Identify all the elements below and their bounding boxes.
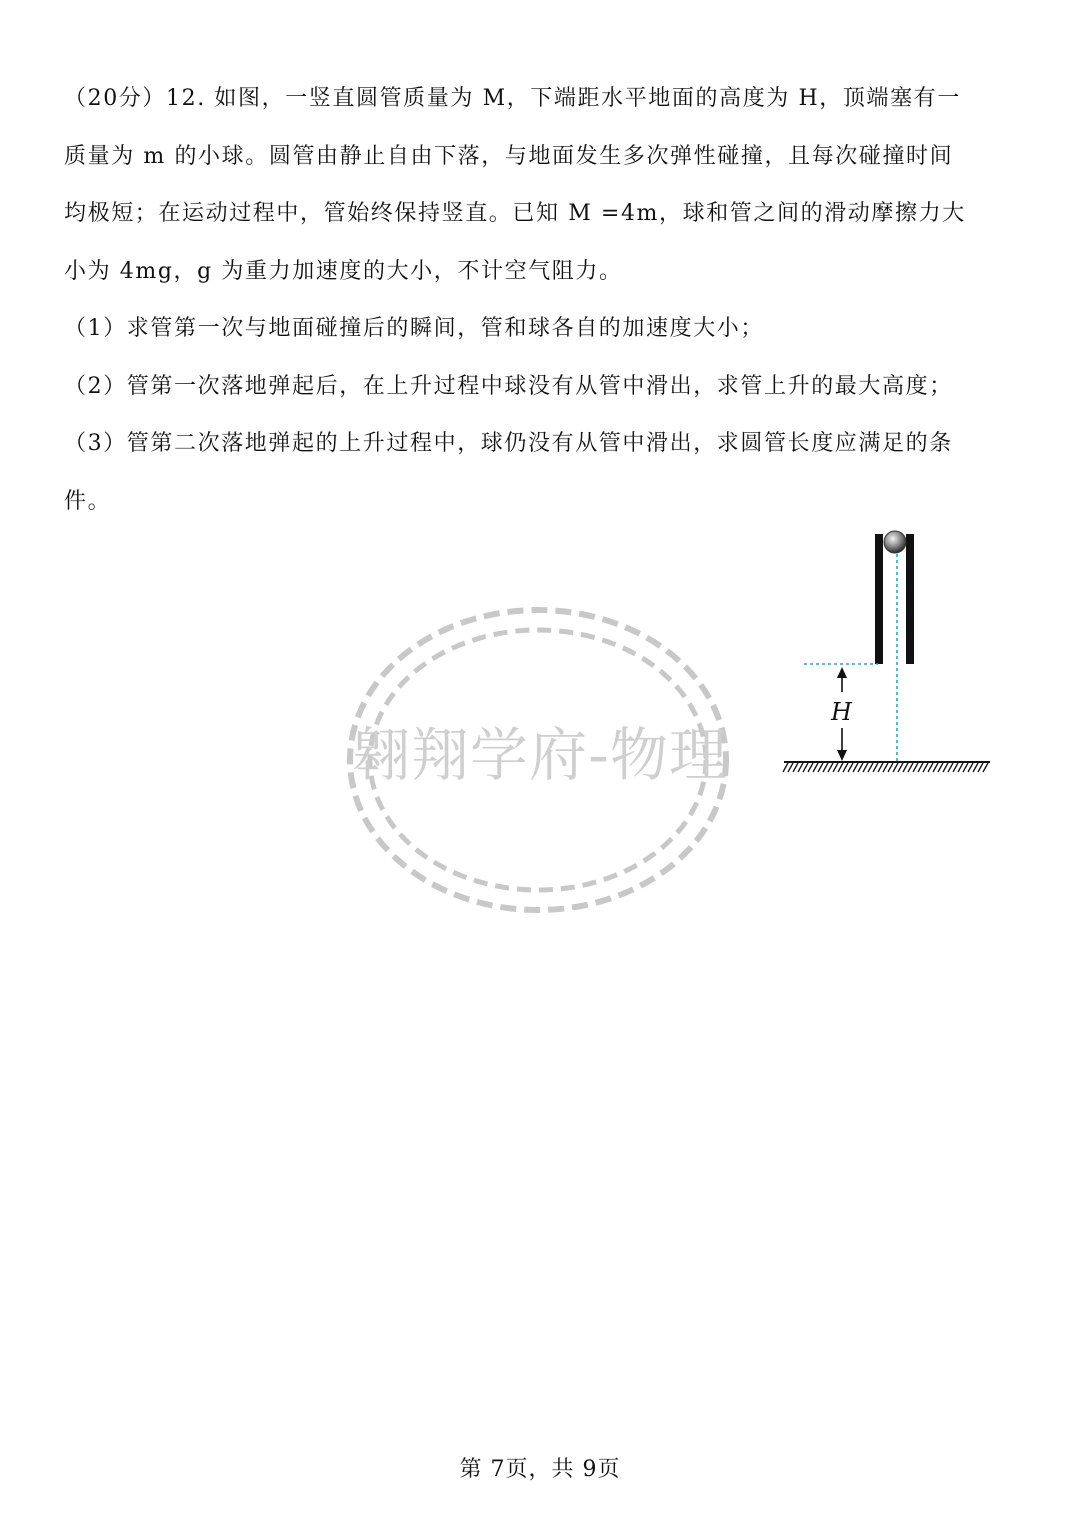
height-label: H bbox=[831, 698, 852, 726]
problem-text bbox=[64, 70, 1020, 530]
hatch-line bbox=[913, 763, 918, 772]
hatch-line bbox=[858, 763, 863, 772]
hatch-line bbox=[883, 763, 888, 772]
question-3-continued: 件。 bbox=[64, 488, 112, 514]
hatch-line bbox=[893, 763, 898, 772]
hatch-line bbox=[888, 763, 893, 772]
hatch-line bbox=[843, 763, 848, 772]
hatch-line bbox=[963, 763, 968, 772]
hatch-line bbox=[803, 763, 808, 772]
hatch-line bbox=[953, 763, 958, 772]
hatch-line bbox=[798, 763, 803, 772]
hatch-line bbox=[863, 763, 868, 772]
hatch-line bbox=[788, 763, 793, 772]
question-2: （2）管第一次落地弹起后，在上升过程中球没有从管中滑出，求管上升的最大高度； bbox=[64, 373, 953, 399]
tube-diagram bbox=[770, 520, 1010, 780]
hatch-line bbox=[898, 763, 903, 772]
hatch-line bbox=[978, 763, 983, 772]
hatch-line bbox=[918, 763, 923, 772]
hatch-line bbox=[983, 763, 988, 772]
hatch-line bbox=[813, 763, 818, 772]
ball bbox=[884, 531, 906, 553]
hatch-line bbox=[873, 763, 878, 772]
question-1: （1）求管第一次与地面碰撞后的瞬间，管和球各自的加速度大小； bbox=[64, 316, 764, 341]
page-footer: 第 7页，共 9页 bbox=[459, 1457, 621, 1482]
hatch-line bbox=[838, 763, 843, 772]
hatch-line bbox=[933, 763, 938, 772]
hatch-line bbox=[948, 763, 953, 772]
problem-line-1: （20分）12. 如图，一竖直圆管质量为 M，下端距水平地面的高度为 H，顶端塞有一 bbox=[64, 86, 961, 111]
hatch-line bbox=[833, 763, 838, 772]
hatch-line bbox=[973, 763, 978, 772]
hatch-line bbox=[783, 763, 788, 772]
hatch-line bbox=[958, 763, 963, 772]
hatch-line bbox=[943, 763, 948, 772]
hatch-line bbox=[868, 763, 873, 772]
hatch-line bbox=[878, 763, 883, 772]
hatch-line bbox=[808, 763, 813, 772]
hatch-line bbox=[853, 763, 858, 772]
watermark-text: 翱翔学府-物理 bbox=[352, 721, 728, 789]
tube-diagram-svg bbox=[770, 520, 1010, 780]
hatch-line bbox=[848, 763, 853, 772]
hatch-line bbox=[968, 763, 973, 772]
watermark bbox=[340, 600, 740, 920]
hatch-line bbox=[823, 763, 828, 772]
tube-left-wall bbox=[875, 534, 883, 664]
height-arrowhead-up bbox=[837, 667, 847, 678]
hatch-line bbox=[908, 763, 913, 772]
problem-line-2: 质量为 m 的小球。圆管由静止自由下落，与地面发生多次弹性碰撞，且每次碰撞时间 bbox=[64, 143, 954, 169]
hatch-line bbox=[903, 763, 908, 772]
hatch-line bbox=[923, 763, 928, 772]
problem-line-4: 小为 4mg，g 为重力加速度的大小，不计空气阻力。 bbox=[64, 258, 623, 284]
hatch-line bbox=[928, 763, 933, 772]
problem-line-3: 均极短；在运动过程中，管始终保持竖直。已知 M =4m，球和管之间的滑动摩擦力大 bbox=[64, 201, 966, 226]
height-arrowhead-down bbox=[837, 750, 847, 761]
hatch-line bbox=[793, 763, 798, 772]
hatch-line bbox=[828, 763, 833, 772]
hatch-line bbox=[938, 763, 943, 772]
question-3: （3）管第二次落地弹起的上升过程中，球仍没有从管中滑出，求圆管长度应满足的条 bbox=[64, 431, 953, 456]
ground-hatching bbox=[783, 763, 988, 772]
hatch-line bbox=[818, 763, 823, 772]
tube-right-wall bbox=[906, 534, 914, 664]
